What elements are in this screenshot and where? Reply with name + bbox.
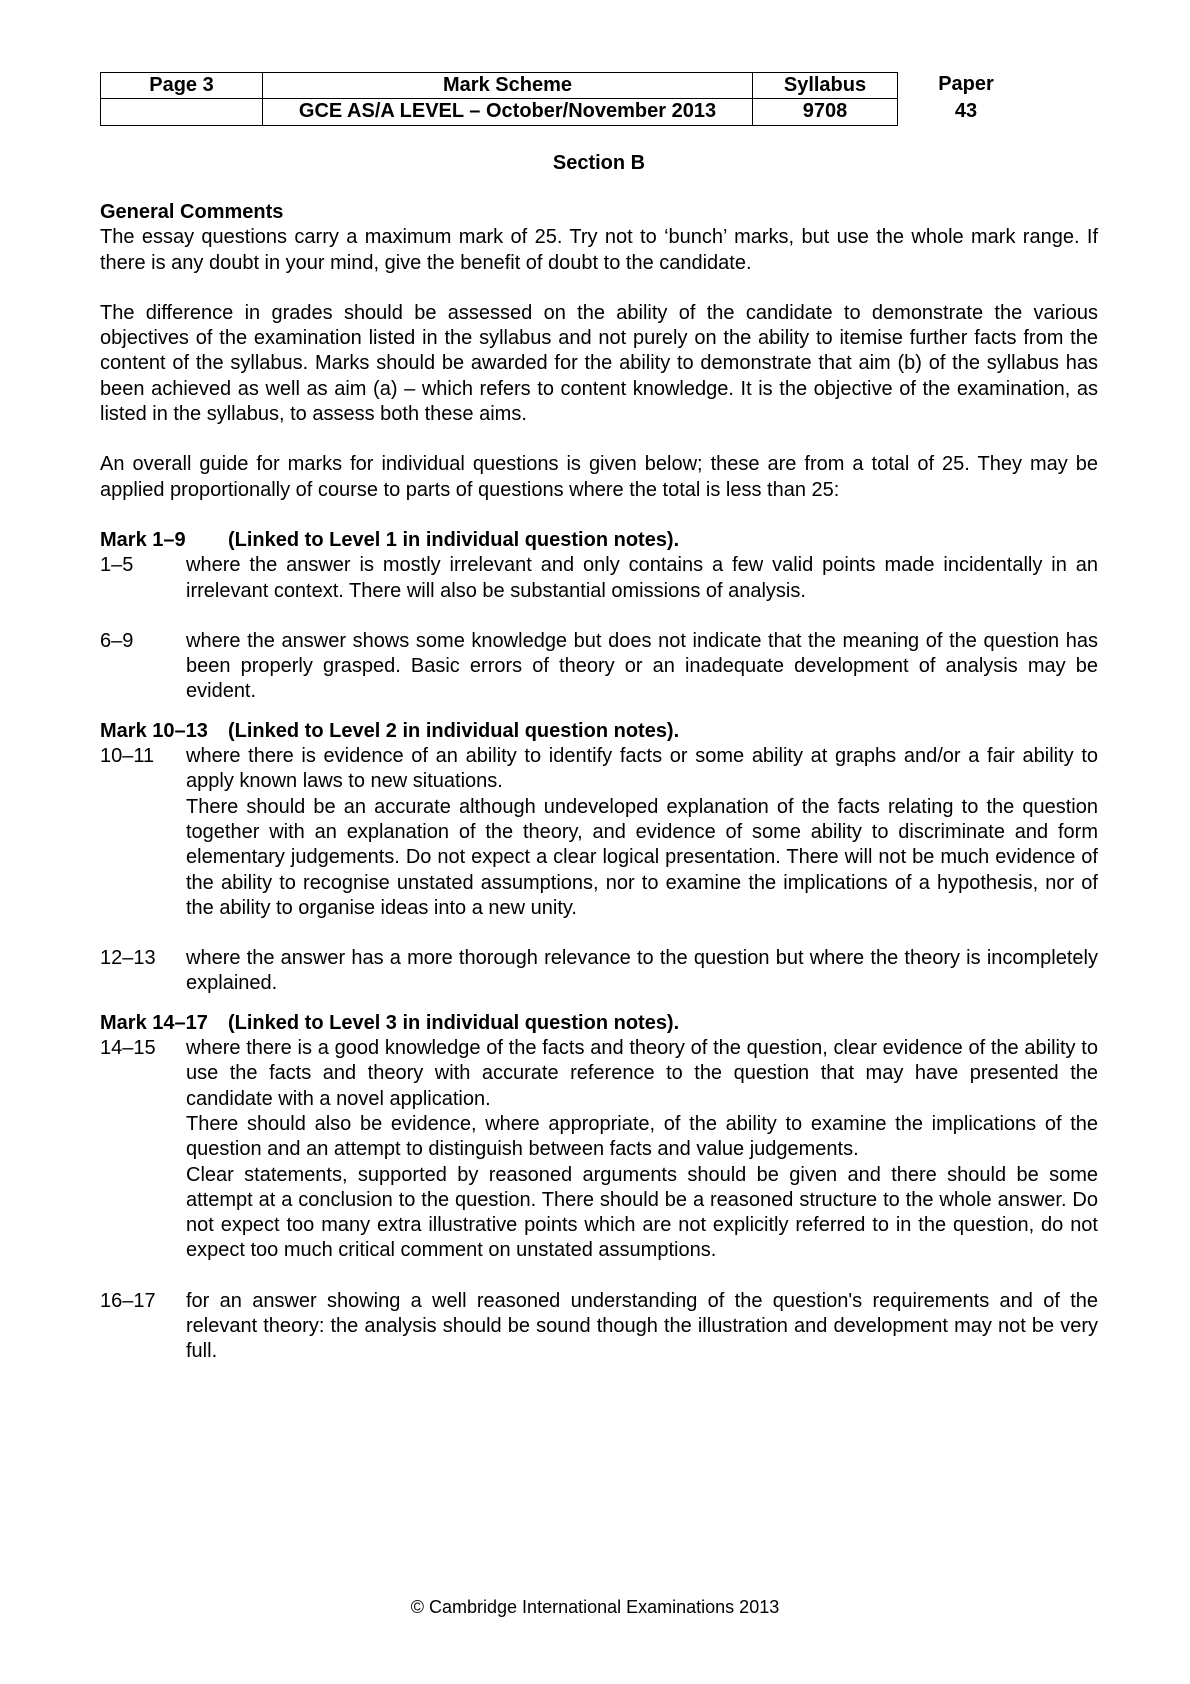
mark-band bbox=[100, 1036, 1098, 1264]
band-text: where the answer is mostly irrelevant and only contains a few valid points made incidentally in an irrelevant context. There will also be substantial omissions of analysis. bbox=[186, 554, 1098, 602]
level-desc: (Linked to Level 3 in individual question notes). bbox=[228, 1011, 680, 1034]
band-range: 14–15 bbox=[100, 1037, 156, 1060]
general-paragraph-1: The essay questions carry a maximum mark of 25. Try not to ‘bunch’ marks, but use the whole mark range. If there is any doubt in your mind, give the benefit of doubt to the candidate. bbox=[100, 226, 1098, 274]
document-body bbox=[100, 200, 1098, 1365]
header-page: Page 3 bbox=[100, 72, 262, 99]
band-text: There should also be evidence, where appropriate, of the ability to examine the implications of the question and an attempt to distinguish between facts and value judgements. bbox=[186, 1112, 1098, 1161]
level-desc: (Linked to Level 2 in individual question notes). bbox=[228, 719, 680, 742]
mark-band bbox=[100, 744, 1098, 921]
mark-band bbox=[100, 946, 1098, 997]
level-mark: Mark 1–9 bbox=[100, 528, 186, 551]
header-mark-scheme: Mark Scheme bbox=[262, 72, 752, 99]
band-text: There should be an accurate although undeveloped explanation of the facts relating to the question together with an explanation of the theory, and evidence of some ability to discriminate and form elementary judgements. Do not expect a clear logical presentation. There will not be much evidence of the ability to recognise unstated assumptions, nor to examine the implications of a hypothesis, nor of the ability to organise ideas into a new unity. bbox=[186, 795, 1098, 919]
band-text: Clear statements, supported by reasoned arguments should be given and there should be some attempt at a conclusion to the question. There should be a reasoned structure to the whole answer. Do not expect too many extra illustrative points which are not explicitly referred to in the question, do not expect too much critical comment on unstated assumptions. bbox=[186, 1163, 1098, 1262]
level-desc: (Linked to Level 1 in individual question notes). bbox=[228, 528, 680, 551]
level-mark: Mark 10–13 bbox=[100, 719, 208, 742]
band-range: 10–11 bbox=[100, 745, 155, 768]
header-paper-label: Paper bbox=[938, 73, 994, 95]
band-text: for an answer showing a well reasoned understanding of the question's requirements and of the relevant theory: the analysis should be sound though the illustration and development may not be very full. bbox=[186, 1289, 1098, 1363]
section-title: Section B bbox=[552, 152, 646, 174]
band-text: where there is a good knowledge of the facts and theory of the question, clear evidence of the ability to use the facts and theory with accurate reference to the question that may have presented the candidate with a novel application. bbox=[186, 1037, 1098, 1110]
general-comments-heading: General Comments bbox=[100, 201, 284, 223]
mark-band bbox=[100, 629, 1098, 705]
general-paragraph-3: An overall guide for marks for individual questions is given below; these are from a total of 25. They may be applied proportionally of course to parts of questions where the total is less than 25: bbox=[100, 453, 1098, 501]
header-paper-number: 43 bbox=[954, 100, 978, 122]
header-table bbox=[100, 72, 1098, 126]
footer-copyright: © Cambridge International Examinations 2013 bbox=[410, 1597, 780, 1617]
header-syllabus-code: 9708 bbox=[752, 99, 898, 126]
header-empty-cell bbox=[100, 99, 262, 126]
band-range: 6–9 bbox=[100, 629, 134, 652]
level-heading bbox=[100, 528, 1098, 553]
level-mark: Mark 14–17 bbox=[100, 1011, 208, 1034]
mark-band bbox=[100, 1289, 1098, 1365]
band-range: 12–13 bbox=[100, 947, 156, 970]
level-heading bbox=[100, 1011, 1098, 1036]
header-syllabus-label: Syllabus bbox=[752, 72, 898, 99]
band-range: 16–17 bbox=[100, 1289, 156, 1312]
band-text: where there is evidence of an ability to identify facts or some ability at graphs and/or a fair ability to apply known laws to new situations. bbox=[186, 745, 1098, 793]
band-text: where the answer shows some knowledge but does not indicate that the meaning of the question has been properly grasped. Basic errors of theory or an inadequate development of analysis may be evident. bbox=[186, 629, 1098, 703]
general-paragraph-2: The difference in grades should be assessed on the ability of the candidate to demonstrate the various objectives of the examination listed in the syllabus and not purely on the ability to itemise further facts from the content of the syllabus. Marks should be awarded for the ability to demonstrate that aim (b) of the syllabus has been achieved as well as aim (a) – which refers to content knowledge. It is the objective of the examination, as listed in the syllabus, to assess both these aims. bbox=[100, 301, 1098, 426]
band-range: 1–5 bbox=[100, 554, 134, 577]
band-text: where the answer has a more thorough relevance to the question but where the theory is incompletely explained. bbox=[186, 947, 1098, 995]
header-exam: GCE AS/A LEVEL – October/November 2013 bbox=[262, 99, 752, 126]
level-heading bbox=[100, 719, 1098, 744]
mark-band bbox=[100, 553, 1098, 604]
